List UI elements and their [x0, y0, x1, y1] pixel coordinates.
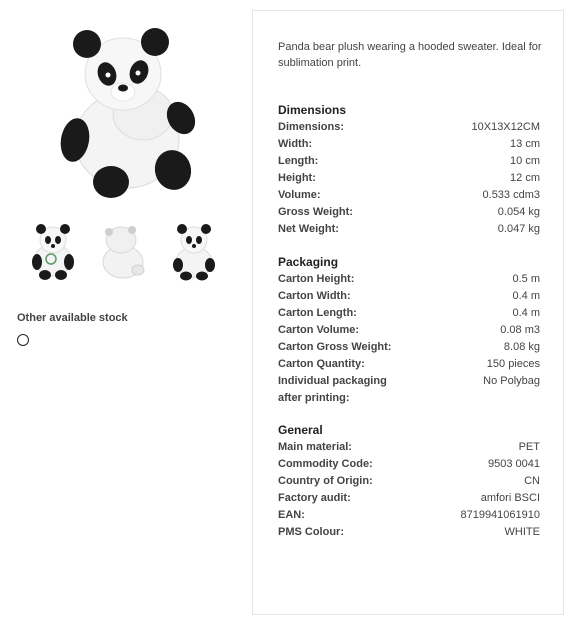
spec-value: 12 cm — [510, 172, 540, 184]
spec-row — [278, 119, 540, 136]
spec-value: 10 cm — [510, 155, 540, 167]
spec-row — [278, 288, 540, 305]
spec-label: EAN: — [278, 509, 305, 521]
spec-row — [278, 221, 540, 238]
spec-row — [278, 439, 540, 456]
spec-value: 0.4 m — [512, 290, 540, 302]
spec-label: Volume: — [278, 189, 321, 201]
packaging-section — [278, 254, 540, 407]
spec-row — [278, 322, 540, 339]
spec-label: Height: — [278, 172, 316, 184]
spec-row — [278, 507, 540, 524]
spec-value: amfori BSCI — [480, 492, 540, 504]
spec-value: 0.047 kg — [497, 223, 540, 235]
spec-row — [278, 356, 540, 373]
spec-label: Width: — [278, 138, 313, 150]
panda-plush-side-icon[interactable] — [164, 218, 222, 282]
spec-value: PET — [518, 441, 540, 453]
spec-row — [278, 339, 540, 356]
spec-label: Carton Length: — [278, 307, 357, 319]
spec-row — [278, 153, 540, 170]
spec-value: CN — [524, 475, 540, 487]
spec-value: 10X13X12CM — [471, 121, 540, 133]
spec-value: 0.054 kg — [497, 206, 540, 218]
spec-value: 0.533 cdm3 — [482, 189, 540, 201]
section-title: Packaging — [278, 255, 339, 269]
spec-row — [278, 187, 540, 204]
spec-value: 150 pieces — [486, 358, 540, 370]
spec-label: Factory audit: — [278, 492, 351, 504]
spec-label: Net Weight: — [278, 223, 339, 235]
spec-label: Individual packaging after printing: — [278, 375, 387, 404]
spec-label: Length: — [278, 155, 319, 167]
spec-row — [278, 490, 540, 507]
spec-row — [278, 170, 540, 187]
thumbnail-strip — [20, 218, 230, 284]
spec-label: Carton Volume: — [278, 324, 360, 336]
product-details-panel — [252, 10, 564, 615]
spec-value: No Polybag — [483, 375, 540, 387]
section-title: General — [278, 423, 323, 437]
spec-value: 13 cm — [510, 138, 540, 150]
panda-plush-back-icon[interactable] — [94, 218, 152, 282]
spec-value: 8.08 kg — [503, 341, 540, 353]
stock-radio[interactable] — [17, 334, 29, 346]
spec-value: 0.4 m — [512, 307, 540, 319]
spec-value: 0.5 m — [512, 273, 540, 285]
spec-row — [278, 473, 540, 490]
product-gallery — [0, 0, 252, 631]
spec-row — [278, 204, 540, 221]
general-section — [278, 422, 540, 541]
spec-label: Commodity Code: — [278, 458, 373, 470]
spec-label: Carton Gross Weight: — [278, 341, 392, 353]
spec-label: Main material: — [278, 441, 352, 453]
spec-row — [278, 271, 540, 288]
spec-value: 8719941061910 — [460, 509, 540, 521]
spec-row — [278, 136, 540, 153]
spec-value: WHITE — [504, 526, 540, 538]
spec-label: Dimensions: — [278, 121, 345, 133]
spec-label: Carton Width: — [278, 290, 351, 302]
spec-value: 9503 0041 — [488, 458, 540, 470]
spec-row — [278, 373, 540, 407]
spec-label: Carton Height: — [278, 273, 355, 285]
dimensions-section — [278, 102, 540, 238]
spec-row — [278, 305, 540, 322]
spec-row — [278, 524, 540, 541]
section-title: Dimensions — [278, 103, 347, 117]
spec-row — [278, 456, 540, 473]
spec-value: 0.08 m3 — [500, 324, 540, 336]
spec-label: Carton Quantity: — [278, 358, 365, 370]
spec-label: PMS Colour: — [278, 526, 344, 538]
panda-plush-icon — [45, 22, 205, 202]
other-stock-title: Other available stock — [17, 312, 128, 324]
spec-label: Country of Origin: — [278, 475, 373, 487]
product-description: Panda bear plush wearing a hooded sweater. Ideal for sublimation print. — [278, 41, 542, 69]
spec-label: Gross Weight: — [278, 206, 353, 218]
panda-plush-front-icon[interactable] — [24, 218, 82, 282]
